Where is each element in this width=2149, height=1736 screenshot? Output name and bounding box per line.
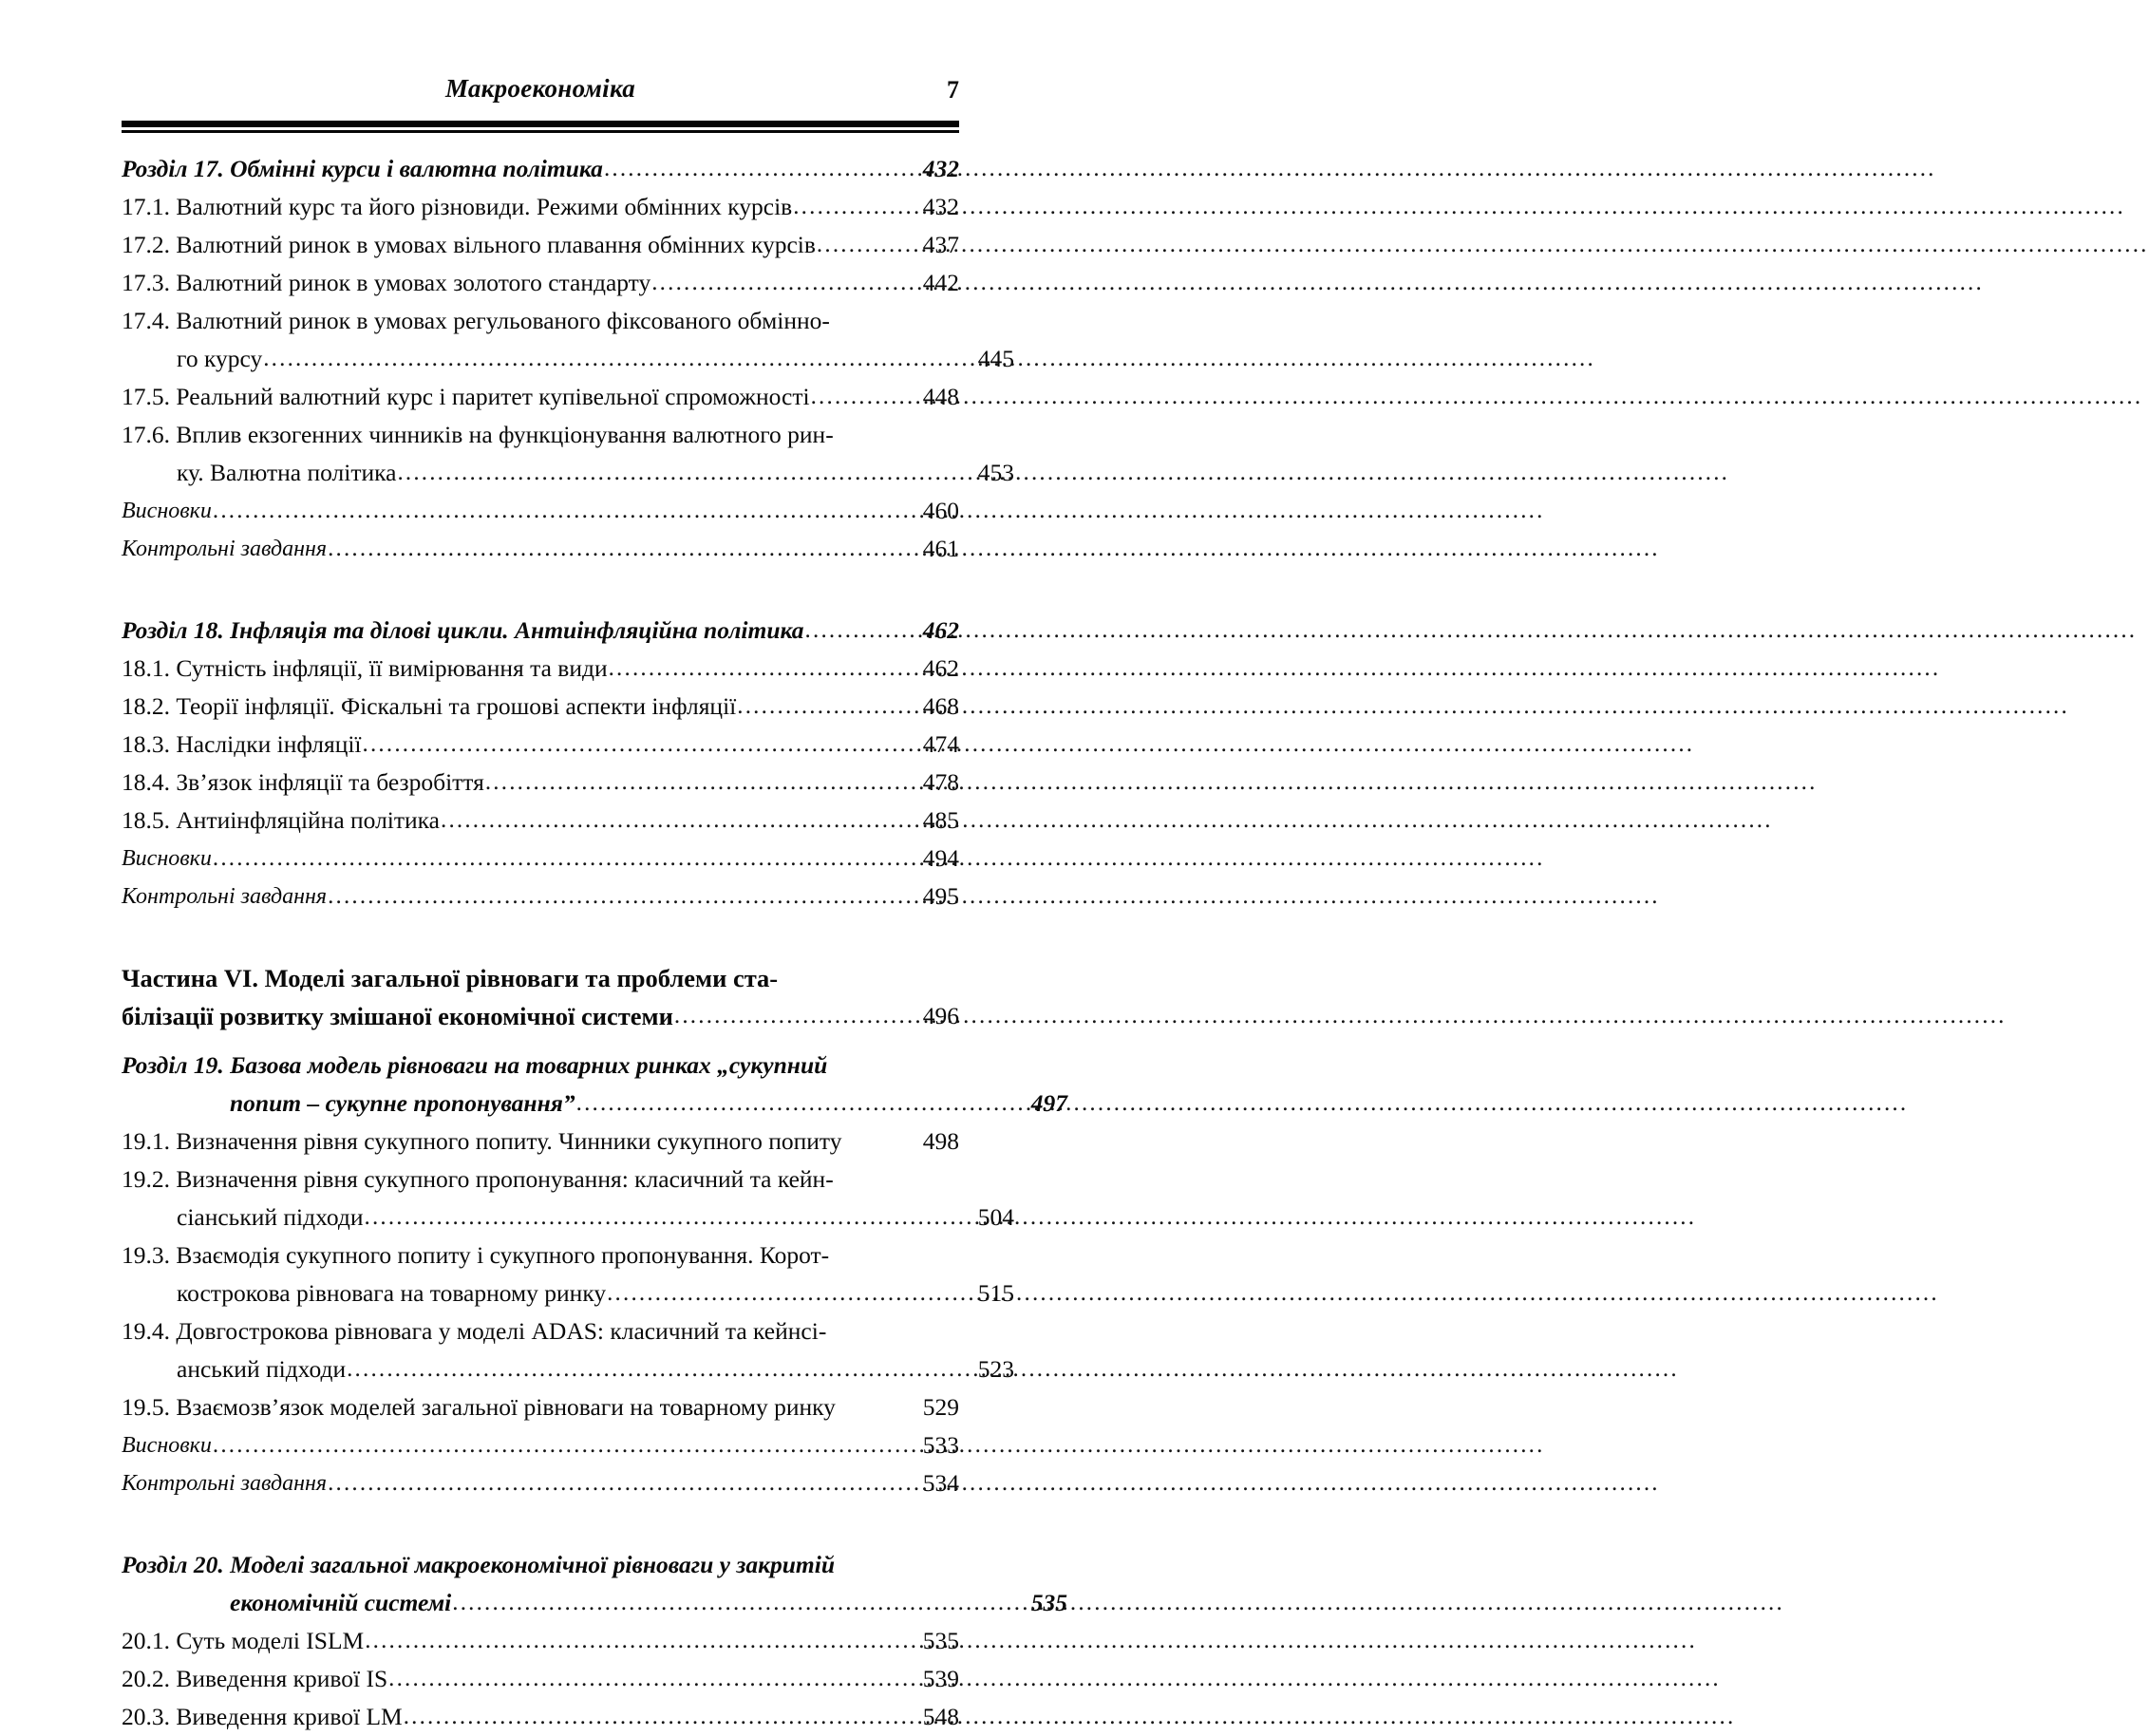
toc-page-number: 432	[896, 188, 959, 226]
toc-line[interactable]	[122, 688, 959, 726]
toc-line[interactable]	[122, 764, 959, 802]
toc-entry[interactable]	[122, 1312, 959, 1388]
toc-entry-label: Розділ 20. Моделі загальної макроекономічної рівноваги у закритій	[122, 1546, 835, 1584]
dot-leader	[485, 778, 895, 802]
toc-entry-label: 18.2. Теорії інфляції. Фіскальні та грошові аспекти інфляції	[122, 688, 736, 726]
dot-leader	[441, 816, 895, 840]
toc-entry[interactable]	[122, 1622, 959, 1660]
section-gap	[122, 1502, 959, 1546]
toc-entry[interactable]	[122, 877, 959, 915]
toc-line[interactable]	[122, 1198, 1014, 1236]
toc-line[interactable]	[122, 1546, 959, 1584]
dot-leader	[397, 468, 950, 493]
dot-leader	[817, 240, 895, 265]
toc-entry-label: Контрольні завдання	[122, 877, 327, 915]
toc-line[interactable]	[122, 1236, 959, 1274]
toc-entry[interactable]	[122, 1123, 959, 1160]
dot-leader	[328, 544, 895, 569]
toc-line[interactable]	[122, 1085, 1067, 1123]
toc-entry[interactable]	[122, 1236, 959, 1312]
toc-entry-label: 19.5. Взаємозв’язок моделей загальної рівноваги на товарному ринку	[122, 1388, 836, 1426]
toc-page-number: 515	[952, 1274, 1014, 1312]
toc-line[interactable]	[122, 454, 1014, 492]
toc-entry[interactable]	[122, 1160, 959, 1236]
toc-page-number: 445	[952, 340, 1014, 378]
dot-leader	[737, 702, 895, 726]
toc-line[interactable]	[122, 959, 959, 997]
toc-line[interactable]	[122, 378, 959, 416]
toc-page-number: 548	[896, 1698, 959, 1736]
toc-entry-label: 18.1. Сутність інфляції, її вимірювання та види	[122, 650, 608, 688]
toc-entry[interactable]	[122, 1464, 959, 1502]
toc-page-number: 453	[952, 454, 1014, 492]
dot-leader	[805, 626, 895, 651]
toc-entry[interactable]	[122, 650, 959, 688]
dot-leader	[213, 1441, 895, 1465]
dot-leader	[263, 354, 950, 379]
toc-page-number: 461	[896, 530, 959, 568]
dot-leader	[328, 1479, 895, 1503]
toc-entry[interactable]	[122, 840, 959, 877]
toc-page-number: 494	[896, 840, 959, 877]
toc-page-number: 498	[896, 1123, 959, 1160]
toc-line[interactable]	[122, 416, 959, 454]
toc-line[interactable]	[122, 840, 959, 877]
toc-line[interactable]	[122, 997, 959, 1035]
toc-line[interactable]	[122, 726, 959, 764]
toc-entry-label: Розділ 17. Обмінні курси і валютна політика	[122, 150, 603, 188]
toc-line[interactable]	[122, 264, 959, 302]
toc-page-number: 460	[896, 492, 959, 530]
dot-leader	[365, 1213, 951, 1237]
toc-page-number: 462	[896, 650, 959, 688]
table-of-contents	[122, 150, 959, 1736]
toc-page-number: 432	[896, 150, 959, 188]
toc-page-number: 533	[896, 1426, 959, 1464]
toc-entry[interactable]	[122, 492, 959, 530]
dot-leader	[213, 854, 895, 878]
running-header	[122, 74, 959, 112]
toc-entry[interactable]	[122, 150, 959, 188]
toc-page-number: 539	[896, 1660, 959, 1698]
toc-entry-label: 17.1. Валютний курс та його різновиди. Режими обмінних курсів	[122, 188, 792, 226]
toc-entry[interactable]	[122, 530, 959, 568]
divider-thick-rule	[122, 121, 959, 127]
dot-leader	[609, 664, 895, 689]
dot-leader	[576, 1099, 1003, 1123]
toc-page-number: 534	[896, 1464, 959, 1502]
toc-entry-label: 17.2. Валютний ринок в умовах вільного плавання обмінних курсів	[122, 226, 816, 264]
toc-line[interactable]	[122, 1047, 959, 1085]
toc-entry-label: білізації розвитку змішаної економічної системи	[122, 997, 673, 1035]
book-title: Макроекономіка	[122, 74, 959, 104]
toc-page-number: 442	[896, 264, 959, 302]
toc-entry-label: ку. Валютна політика	[177, 454, 396, 492]
toc-line[interactable]	[122, 188, 959, 226]
toc-line[interactable]	[122, 1660, 959, 1698]
toc-page-number: 478	[896, 764, 959, 802]
toc-page-number: 448	[896, 378, 959, 416]
toc-line[interactable]	[122, 1274, 1014, 1312]
toc-entry[interactable]	[122, 1546, 959, 1622]
toc-page-number: 523	[952, 1350, 1014, 1388]
toc-entry[interactable]	[122, 264, 959, 302]
toc-page-number: 474	[896, 726, 959, 764]
toc-page-number: 529	[896, 1388, 959, 1426]
toc-line[interactable]	[122, 302, 959, 340]
toc-page-number: 468	[896, 688, 959, 726]
toc-line[interactable]	[122, 530, 959, 568]
toc-entry-label: Контрольні завдання	[122, 530, 327, 568]
header-divider	[122, 121, 959, 133]
toc-entry-label: 20.2. Виведення кривої IS	[122, 1660, 387, 1698]
toc-entry-label: сіанський підходи	[177, 1198, 364, 1236]
toc-page-number: 485	[896, 802, 959, 840]
dot-leader	[811, 392, 895, 417]
section-gap	[122, 1035, 959, 1047]
toc-page-number: 504	[952, 1198, 1014, 1236]
toc-page-number: 535	[1005, 1584, 1067, 1622]
dot-leader	[607, 1289, 950, 1313]
toc-entry-label: 17.4. Валютний ринок в умовах регульованого фіксованого обмінно-	[122, 302, 830, 340]
toc-entry[interactable]	[122, 612, 959, 650]
toc-line[interactable]	[122, 492, 959, 530]
dot-leader	[363, 740, 895, 764]
toc-entry[interactable]	[122, 688, 959, 726]
toc-entry-label: 17.3. Валютний ринок в умовах золотого стандарту	[122, 264, 650, 302]
toc-entry-label: 19.2. Визначення рівня сукупного пропонування: класичний та кейн-	[122, 1160, 834, 1198]
dot-leader	[651, 278, 895, 303]
toc-entry[interactable]	[122, 1388, 959, 1426]
toc-line[interactable]	[122, 226, 959, 264]
toc-entry[interactable]	[122, 1660, 959, 1698]
toc-line[interactable]	[122, 650, 959, 688]
toc-line[interactable]	[122, 1388, 959, 1426]
toc-page-number: 462	[896, 612, 959, 650]
toc-entry[interactable]	[122, 416, 959, 492]
toc-page-number: 497	[1005, 1085, 1067, 1123]
toc-line[interactable]	[122, 1464, 959, 1502]
section-gap	[122, 915, 959, 959]
toc-line[interactable]	[122, 612, 959, 650]
section-gap	[122, 568, 959, 612]
toc-line[interactable]	[122, 877, 959, 915]
toc-entry-label: економічній системі	[230, 1584, 451, 1622]
toc-entry-label: 17.5. Реальний валютний курс і паритет купівельної спроможності	[122, 378, 810, 416]
toc-entry[interactable]	[122, 726, 959, 764]
dot-leader	[452, 1598, 1003, 1623]
toc-entry-label: Висновки	[122, 492, 212, 530]
toc-entry-label: 20.3. Виведення кривої LM	[122, 1698, 403, 1736]
toc-entry-label: 18.5. Антиінфляційна політика	[122, 802, 440, 840]
toc-page-number: 535	[896, 1622, 959, 1660]
toc-entry[interactable]	[122, 302, 959, 378]
toc-line[interactable]	[122, 1426, 959, 1464]
toc-entry[interactable]	[122, 764, 959, 802]
toc-page-number: 496	[896, 997, 959, 1035]
toc-page	[0, 0, 1084, 1496]
toc-entry[interactable]	[122, 1047, 959, 1123]
toc-entry-label: Висновки	[122, 840, 212, 877]
toc-entry-label: 17.6. Вплив екзогенних чинників на функціонування валютного рин-	[122, 416, 834, 454]
toc-entry-label: 19.3. Взаємодія сукупного попиту і сукупного пропонування. Корот-	[122, 1236, 829, 1274]
dot-leader	[604, 164, 895, 189]
toc-line[interactable]	[122, 1622, 959, 1660]
toc-entry-label: кострокова рівновага на товарному ринку	[177, 1274, 606, 1312]
toc-entry-label: Частина VI. Моделі загальної рівноваги та проблеми ста-	[122, 959, 778, 997]
dot-leader	[347, 1365, 950, 1389]
toc-entry-label: Контрольні завдання	[122, 1464, 327, 1502]
dot-leader	[674, 1011, 895, 1036]
folio-page-number: 7	[947, 76, 959, 104]
toc-entry-label: 18.3. Наслідки інфляції	[122, 726, 362, 764]
dot-leader	[328, 892, 895, 916]
toc-line[interactable]	[122, 340, 1014, 378]
toc-entry[interactable]	[122, 378, 959, 416]
toc-entry[interactable]	[122, 188, 959, 226]
toc-line[interactable]	[122, 1350, 1014, 1388]
toc-line[interactable]	[122, 1160, 959, 1198]
toc-entry-label: анський підходи	[177, 1350, 346, 1388]
toc-entry[interactable]	[122, 1426, 959, 1464]
toc-entry-label: 18.4. Зв’язок інфляції та безробіття	[122, 764, 484, 802]
toc-entry-label: попит – сукупне пропонування”	[230, 1085, 575, 1123]
divider-thin-rule	[122, 130, 959, 133]
toc-line[interactable]	[122, 1584, 1067, 1622]
toc-entry[interactable]	[122, 226, 959, 264]
toc-entry-label: Висновки	[122, 1426, 212, 1464]
toc-entry-label: Розділ 19. Базова модель рівноваги на товарних ринках „сукупний	[122, 1047, 827, 1085]
toc-entry[interactable]	[122, 802, 959, 840]
toc-entry-label: 19.1. Визначення рівня сукупного попиту. Чинники сукупного попиту	[122, 1123, 841, 1160]
dot-leader	[213, 506, 895, 531]
toc-entry[interactable]	[122, 1698, 959, 1736]
dot-leader	[793, 202, 895, 227]
toc-page-number: 437	[896, 226, 959, 264]
toc-entry-label: го курсу	[177, 340, 262, 378]
toc-line[interactable]	[122, 1698, 959, 1736]
dot-leader	[404, 1712, 895, 1736]
dot-leader	[388, 1674, 895, 1699]
toc-page-number: 495	[896, 877, 959, 915]
dot-leader	[365, 1636, 895, 1661]
toc-entry-label: Розділ 18. Інфляція та ділові цикли. Антиінфляційна політика	[122, 612, 804, 650]
toc-entry[interactable]	[122, 959, 959, 1035]
toc-entry-label: 19.4. Довгострокова рівновага у моделі ADAS: класичний та кейнсі-	[122, 1312, 826, 1350]
toc-line[interactable]	[122, 1312, 959, 1350]
toc-line[interactable]	[122, 150, 959, 188]
toc-entry-label: 20.1. Суть моделі ISLM	[122, 1622, 364, 1660]
toc-line[interactable]	[122, 1123, 959, 1160]
toc-line[interactable]	[122, 802, 959, 840]
